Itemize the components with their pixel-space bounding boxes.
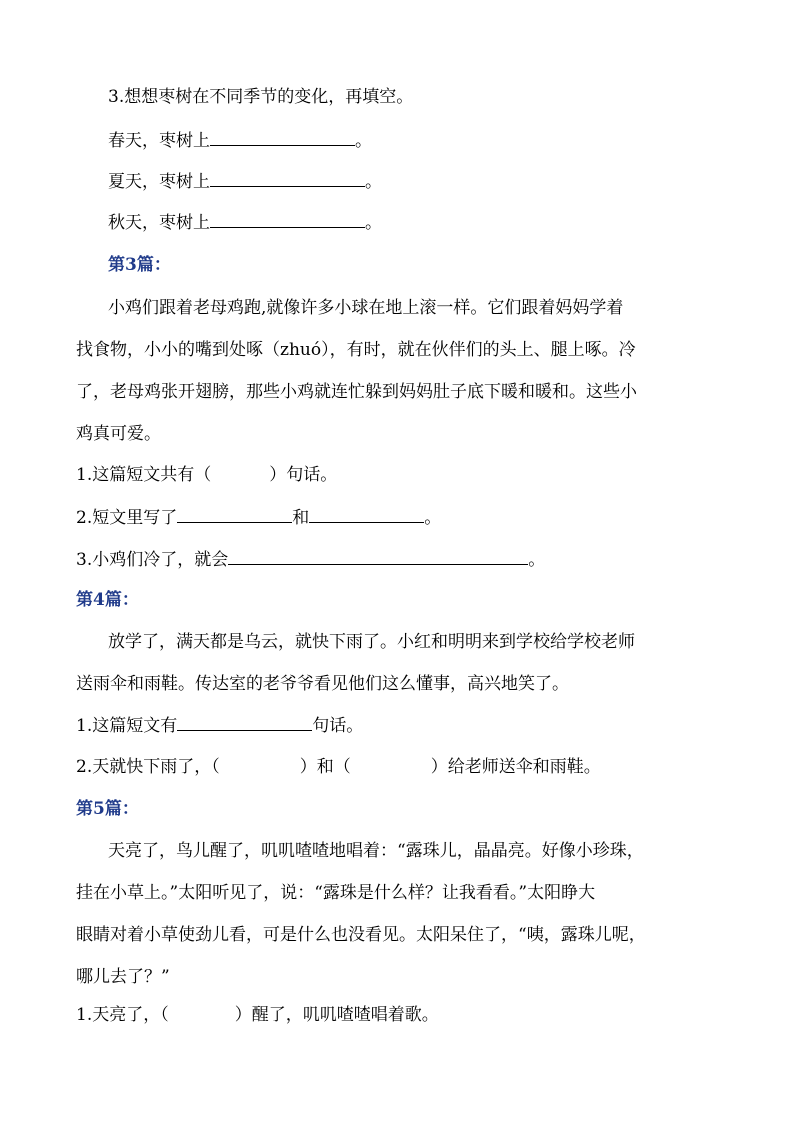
spring-fill-line: [108, 129, 372, 152]
piece-5-para-line-2: 挂在小草上。”太阳听见了，说：“露珠是什么样？让我看看。”太阳睁大: [76, 883, 596, 903]
piece-5-q1-prefix: 1.天亮了，（: [76, 1005, 169, 1025]
piece-3-q2-end: 。: [424, 508, 442, 528]
spring-blank[interactable]: [210, 129, 355, 146]
piece-4-q2: [76, 756, 601, 778]
piece-3-q3: [76, 548, 545, 571]
piece-3-q3-blank[interactable]: [228, 548, 528, 565]
piece-3-heading: 第3篇：: [108, 255, 171, 275]
piece-5-q1: [76, 1004, 439, 1026]
piece-4-q1-blank[interactable]: [177, 714, 312, 731]
piece-3-para-line-2: 找食物，小小的嘴到处啄（zhuó），有时，就在伙伴们的头上、腿上啄。冷: [76, 340, 636, 360]
piece-4-q1: [76, 714, 363, 737]
summer-label: 夏天，枣树上: [108, 172, 210, 192]
piece-4-q2-suffix: ）给老师送伞和雨鞋。: [430, 757, 601, 777]
question-3-title: 3.想想枣树在不同季节的变化，再填空。: [108, 87, 414, 107]
spring-period: 。: [355, 131, 372, 151]
piece-4-para-line-1: 放学了，满天都是乌云，就快下雨了。小红和明明来到学校给学校老师: [108, 632, 635, 652]
piece-4-q1-suffix: 句话。: [312, 716, 364, 736]
piece-3-para-line-3: 了，老母鸡张开翅膀，那些小鸡就连忙躲到妈妈肚子底下暖和暖和。这些小: [76, 382, 637, 402]
piece-4-q1-prefix: 1.这篇短文有: [76, 716, 178, 736]
piece-4-para-line-2: 送雨伞和雨鞋。传达室的老爷爷看见他们这么懂事，高兴地笑了。: [76, 674, 569, 694]
piece-5-para-line-1: 天亮了，鸟儿醒了，叽叽喳喳地唱着：“露珠儿，晶晶亮。好像小珍珠，: [108, 841, 644, 861]
piece-3-q3-end: 。: [528, 550, 546, 570]
autumn-period: 。: [365, 213, 382, 233]
piece-4-q2-mid: ）和（: [299, 757, 351, 777]
piece-5-para-line-3: 眼睛对着小草使劲儿看，可是什么也没看见。太阳呆住了，“咦，露珠儿呢，: [76, 925, 646, 945]
piece-3-q3-prefix: 3.小鸡们冷了，就会: [76, 550, 229, 570]
piece-3-q2-blank-2[interactable]: [309, 506, 424, 523]
piece-3-q2: [76, 506, 441, 529]
spring-label: 春天，枣树上: [108, 131, 210, 151]
piece-3-q2-prefix: 2.短文里写了: [76, 508, 178, 528]
piece-3-para-line-4: 鸡真可爱。: [76, 424, 161, 444]
piece-4-q2-prefix: 2.天就快下雨了，（: [76, 757, 220, 777]
piece-5-q1-suffix: ）醒了，叽叽喳喳唱着歌。: [234, 1005, 439, 1025]
piece-3-q2-mid: 和: [292, 508, 310, 528]
summer-blank[interactable]: [210, 170, 365, 187]
piece-5-para-line-4: 哪儿去了？”: [76, 967, 170, 987]
piece-3-para-line-1: 小鸡们跟着老母鸡跑,就像许多小球在地上滚一样。它们跟着妈妈学着: [108, 298, 624, 318]
piece-3-q1-prefix: 1.这篇短文共有（: [76, 465, 212, 485]
summer-period: 。: [365, 172, 382, 192]
piece-3-q1: [76, 464, 337, 486]
piece-3-q1-suffix: ）句话。: [269, 465, 338, 485]
autumn-fill-line: [108, 211, 382, 234]
summer-fill-line: [108, 170, 382, 193]
autumn-label: 秋天，枣树上: [108, 213, 210, 233]
autumn-blank[interactable]: [210, 211, 365, 228]
piece-5-heading: 第5篇：: [76, 799, 139, 819]
piece-4-heading: 第4篇：: [76, 590, 139, 610]
piece-3-q2-blank-1[interactable]: [177, 506, 292, 523]
